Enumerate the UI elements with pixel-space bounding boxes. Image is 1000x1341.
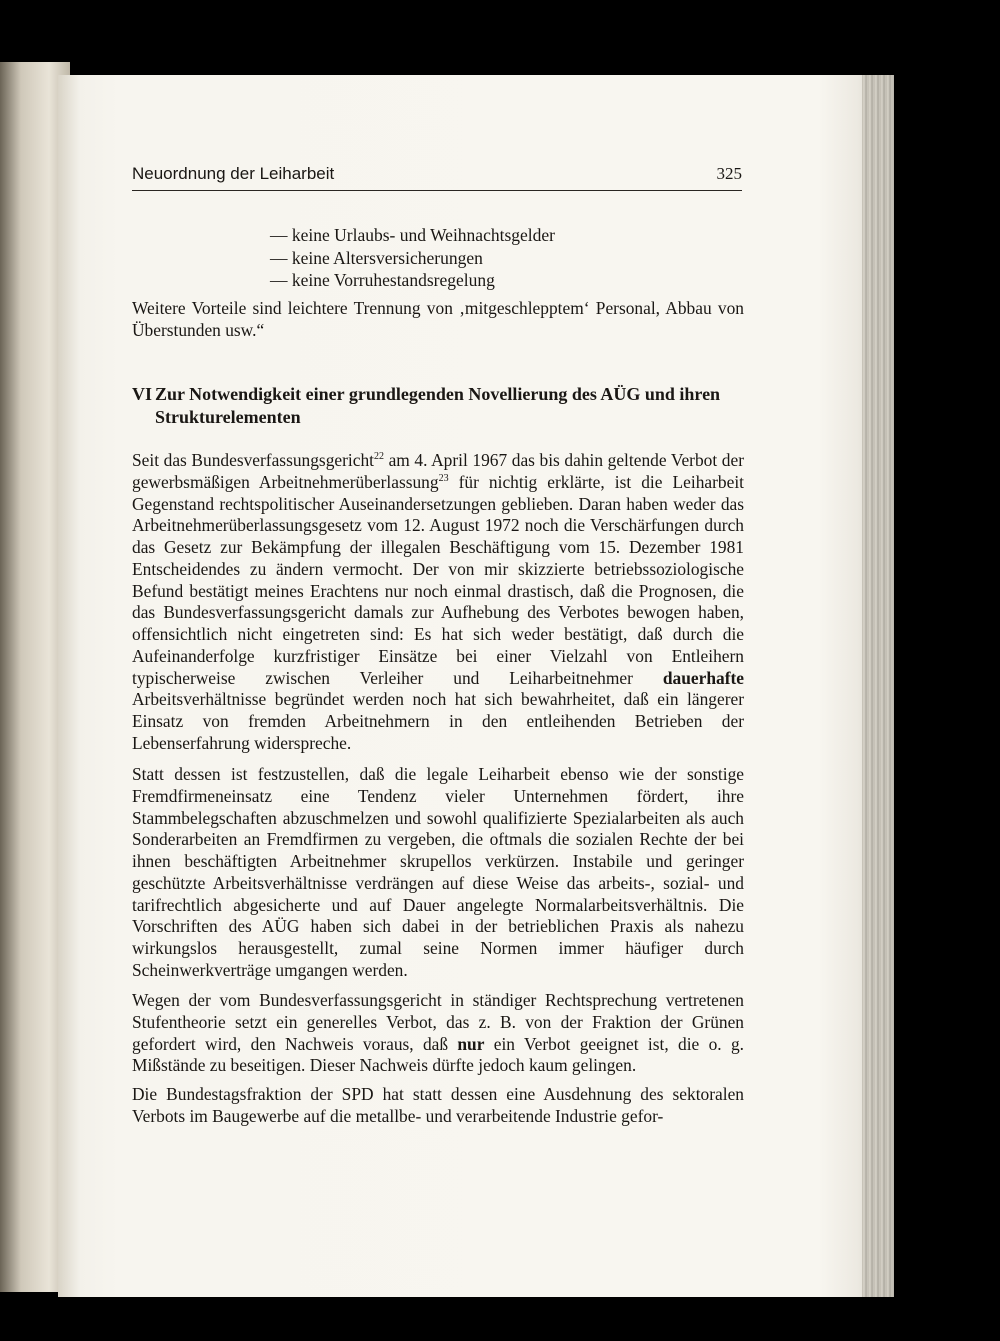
footnote-ref-22: 22 bbox=[373, 451, 384, 463]
page-header bbox=[132, 162, 742, 191]
page-stack-edge bbox=[862, 75, 894, 1297]
paragraph-4: Die Bundestagsfraktion der SPD hat statt dessen eine Ausdehnung des sektoralen Verbots im Baugewerbe auf die metallbe- und verarbeitende Industrie gefor- bbox=[132, 1084, 744, 1126]
benefit-list bbox=[270, 224, 555, 292]
paragraph-1-text: Seit das Bundesverfassungsgericht bbox=[132, 450, 374, 470]
paragraph-1-text: am 4. April 1967 das bis dahin geltende Verbot der gewerbsmäßigen Arbeitnehmerüberlassung bbox=[132, 450, 744, 492]
running-title: Neuordnung der Leiharbeit bbox=[132, 164, 335, 183]
section-title: Zur Notwendigkeit einer grundlegenden Novellierung des AÜG und ihren Strukturelementen bbox=[155, 384, 721, 427]
list-item: — keine Urlaubs- und Weihnachtsgelder bbox=[270, 225, 555, 245]
paragraph-1 bbox=[132, 450, 744, 755]
page-number: 325 bbox=[716, 164, 742, 183]
paragraph-3-text: ein Verbot geeignet ist, die o. g. Mißstände zu beseitigen. Dieser Nachweis dürfte jedoch kaum gelingen. bbox=[132, 1033, 744, 1076]
emphasis-nur: nur bbox=[457, 1033, 485, 1054]
list-item: — keine Altersversicherungen bbox=[270, 247, 483, 268]
section-number: VI bbox=[132, 384, 153, 404]
list-item: — keine Vorruhestandsregelung bbox=[270, 270, 495, 290]
emphasis-dauerhafte: dauerhafte bbox=[662, 667, 744, 688]
paragraph-1-text: für nichtig erklärte, ist die Leiharbeit Gegenstand rechtspolitischer Auseinandersetzungen geblieben. Daran haben weder das Arbeitnehmerüberlassungsgesetz vom 12. August 1972 noch die Verschärfungen durch das Gesetz zur Bekämpfung der illegalen Beschäftigung vom 15. Dezember 1981 Entscheidendes zu ändern vermocht. Der von mir skizzierte betriebssoziologische Befund bestätigt meines Erachtens nur noch einmal drastisch, daß die Prognosen, die das Bundesverfassungsgericht damals zur Aufhebung des Verbotes bewogen haben, offensichtlich nicht eingetreten sind: Es hat sich weder bestätigt, daß durch die Aufeinanderfolge kurzfristiger Einsätze bei einer Vielzahl von Entleihern typischerweise zwischen Verleiher und Leiharbeitnehmer bbox=[132, 471, 744, 688]
paragraph-1-text: Arbeitsverhältnisse begründet werden noch hat sich bewahrheitet, daß ein längerer Einsatz von fremden Arbeitnehmern in den entleihenden Betrieben der Lebenserfahrung widerspreche. bbox=[132, 689, 744, 753]
footnote-ref-23: 23 bbox=[438, 472, 449, 484]
paragraph-2: Statt dessen ist festzustellen, daß die legale Leiharbeit ebenso wie der sonstige Fremdfirmeneinsatz eine Tendenz vieler Unternehmen fördert, ihre Stammbelegschaften abzuschmelzen und sowohl qualifizierte Spezialarbeiten als auch Sonderarbeiten an Fremdfirmen zu vergeben, die oftmals die sozialen Rechte der bei ihnen beschäftigten Arbeitnehmer skrupellos verkürzen. Instabile und geringer geschützte Arbeitsverhältnisse verdrängen auf diese Weise das arbeits-, sozial- und tarifrechtlich abgesicherte und auf Dauer angelegte Normalarbeitsverhältnis. Die Vorschriften des AÜG haben sich dabei in der betrieblichen Praxis als nahezu wirkungslos herausgestellt, zumal seine Normen immer häufiger durch Scheinwerkverträge umgangen werden. bbox=[132, 764, 744, 980]
paragraph-3 bbox=[132, 990, 744, 1077]
section-heading bbox=[132, 383, 752, 428]
intro-paragraph: Weitere Vorteile sind leichtere Trennung von ‚mitgeschlepptem‘ Personal, Abbau von Überstunden usw.“ bbox=[132, 298, 744, 340]
paragraph-3-text: Wegen der vom Bundesverfassungsgericht in ständiger Rechtsprechung vertretenen Stufentheorie setzt ein generelles Verbot, das z. B. von der Fraktion der Grünen gefordert wird, den Nachweis voraus, daß bbox=[132, 990, 744, 1054]
